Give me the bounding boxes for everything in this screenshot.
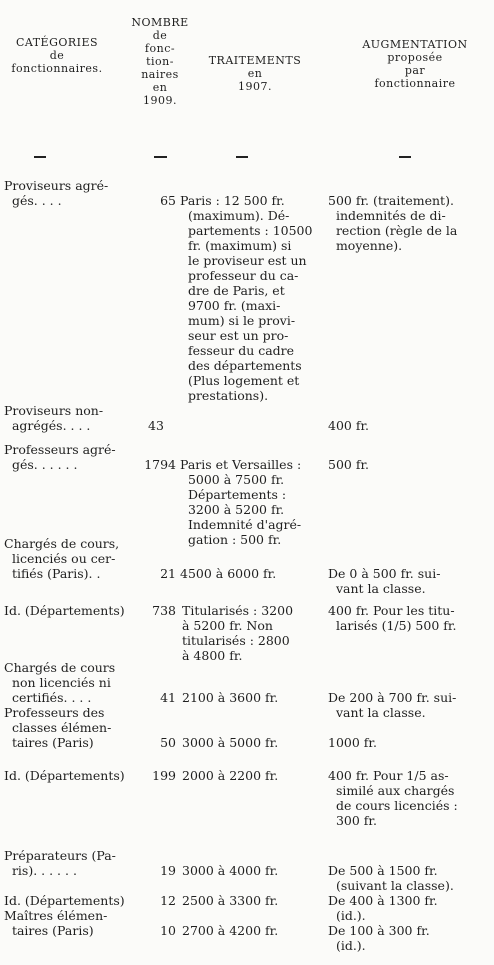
row-category: Id. (Départements) — [4, 768, 125, 783]
row-increase: 400 fr. Pour les titu- larisés (1/5) 500 fr. — [328, 603, 457, 633]
row-increase: 1000 fr. — [328, 735, 377, 750]
row-salary: Paris : 12 500 fr. (maximum). Dé- partements : 10500 fr. (maximum) si le proviseur est un professeur du ca- dre de Paris, et 9700 fr. (maxi- mum) si le provi- seur est un pro- fesseur du cadre des départements (Plus logement et prestations). — [180, 193, 313, 403]
row-count: 43 — [148, 418, 164, 433]
row-count: 41 — [160, 690, 176, 705]
header-augmentation: AUGMENTATION proposée par fonctionnaire — [362, 38, 468, 90]
row-increase: De 400 à 1300 fr. (id.). — [328, 893, 438, 923]
row-count: 19 — [160, 863, 176, 878]
row-increase: 500 fr. (traitement). indemnités de di- rection (règle de la moyenne). — [328, 193, 458, 253]
row-salary: Paris et Versailles : 5000 à 7500 fr. Départements : 3200 à 5200 fr. Indemnité d'agré- gation : 500 fr. — [180, 457, 302, 547]
row-increase: De 200 à 700 fr. sui- vant la classe. — [328, 690, 457, 720]
row-category: Professeurs agré- gés. . . . . . — [4, 442, 116, 472]
header-rule-categories — [34, 156, 46, 158]
row-category: Chargés de cours, licenciés ou cer- tifiés (Paris). . — [4, 536, 120, 581]
row-count: 10 — [160, 923, 176, 938]
header-rule-nombre — [154, 156, 167, 158]
row-count: 738 — [152, 603, 176, 618]
row-increase: De 100 à 300 fr. (id.). — [328, 923, 430, 953]
row-count: 12 — [160, 893, 176, 908]
header-rule-augmentation — [399, 156, 411, 158]
row-increase: 400 fr. — [328, 418, 370, 433]
header-rule-traitements — [236, 156, 248, 158]
row-category: Proviseurs agré- gés. . . . — [4, 178, 109, 208]
header-categories: CATÉGORIES de fonctionnaires. — [11, 36, 103, 75]
row-salary: 3000 à 4000 fr. — [182, 863, 279, 878]
row-category: Professeurs des classes élémen- taires (Paris) — [4, 705, 112, 750]
row-category: Proviseurs non- agrégés. . . . — [4, 403, 104, 433]
row-category: Chargés de cours non licenciés ni certifiés. . . . — [4, 660, 116, 705]
row-count: 1794 — [144, 457, 176, 472]
row-salary: 4500 à 6000 fr. — [180, 566, 277, 581]
row-count: 65 — [160, 193, 176, 208]
row-salary: 2100 à 3600 fr. — [182, 690, 279, 705]
row-increase: 400 fr. Pour 1/5 as- similé aux chargés de cours licenciés : 300 fr. — [328, 768, 458, 828]
row-count: 21 — [160, 566, 176, 581]
row-salary: Titularisés : 3200 à 5200 fr. Non titularisés : 2800 à 4800 fr. — [182, 603, 294, 663]
header-nombre: NOMBRE de fonc- tion- naires en 1909. — [131, 16, 189, 107]
row-category: Maîtres élémen- taires (Paris) — [4, 908, 108, 938]
row-category: Id. (Départements) — [4, 893, 125, 908]
header-traitements: TRAITEMENTS en 1907. — [208, 54, 302, 93]
row-salary: 3000 à 5000 fr. — [182, 735, 279, 750]
row-count: 199 — [152, 768, 176, 783]
row-increase: De 0 à 500 fr. sui- vant la classe. — [328, 566, 441, 596]
row-salary: 2000 à 2200 fr. — [182, 768, 279, 783]
row-category: Préparateurs (Pa- ris). . . . . . — [4, 848, 116, 878]
row-salary: 2500 à 3300 fr. — [182, 893, 279, 908]
row-salary: 2700 à 4200 fr. — [182, 923, 279, 938]
row-count: 50 — [160, 735, 176, 750]
row-increase: De 500 à 1500 fr. (suivant la classe). — [328, 863, 454, 893]
row-category: Id. (Départements) — [4, 603, 125, 618]
row-increase: 500 fr. — [328, 457, 370, 472]
